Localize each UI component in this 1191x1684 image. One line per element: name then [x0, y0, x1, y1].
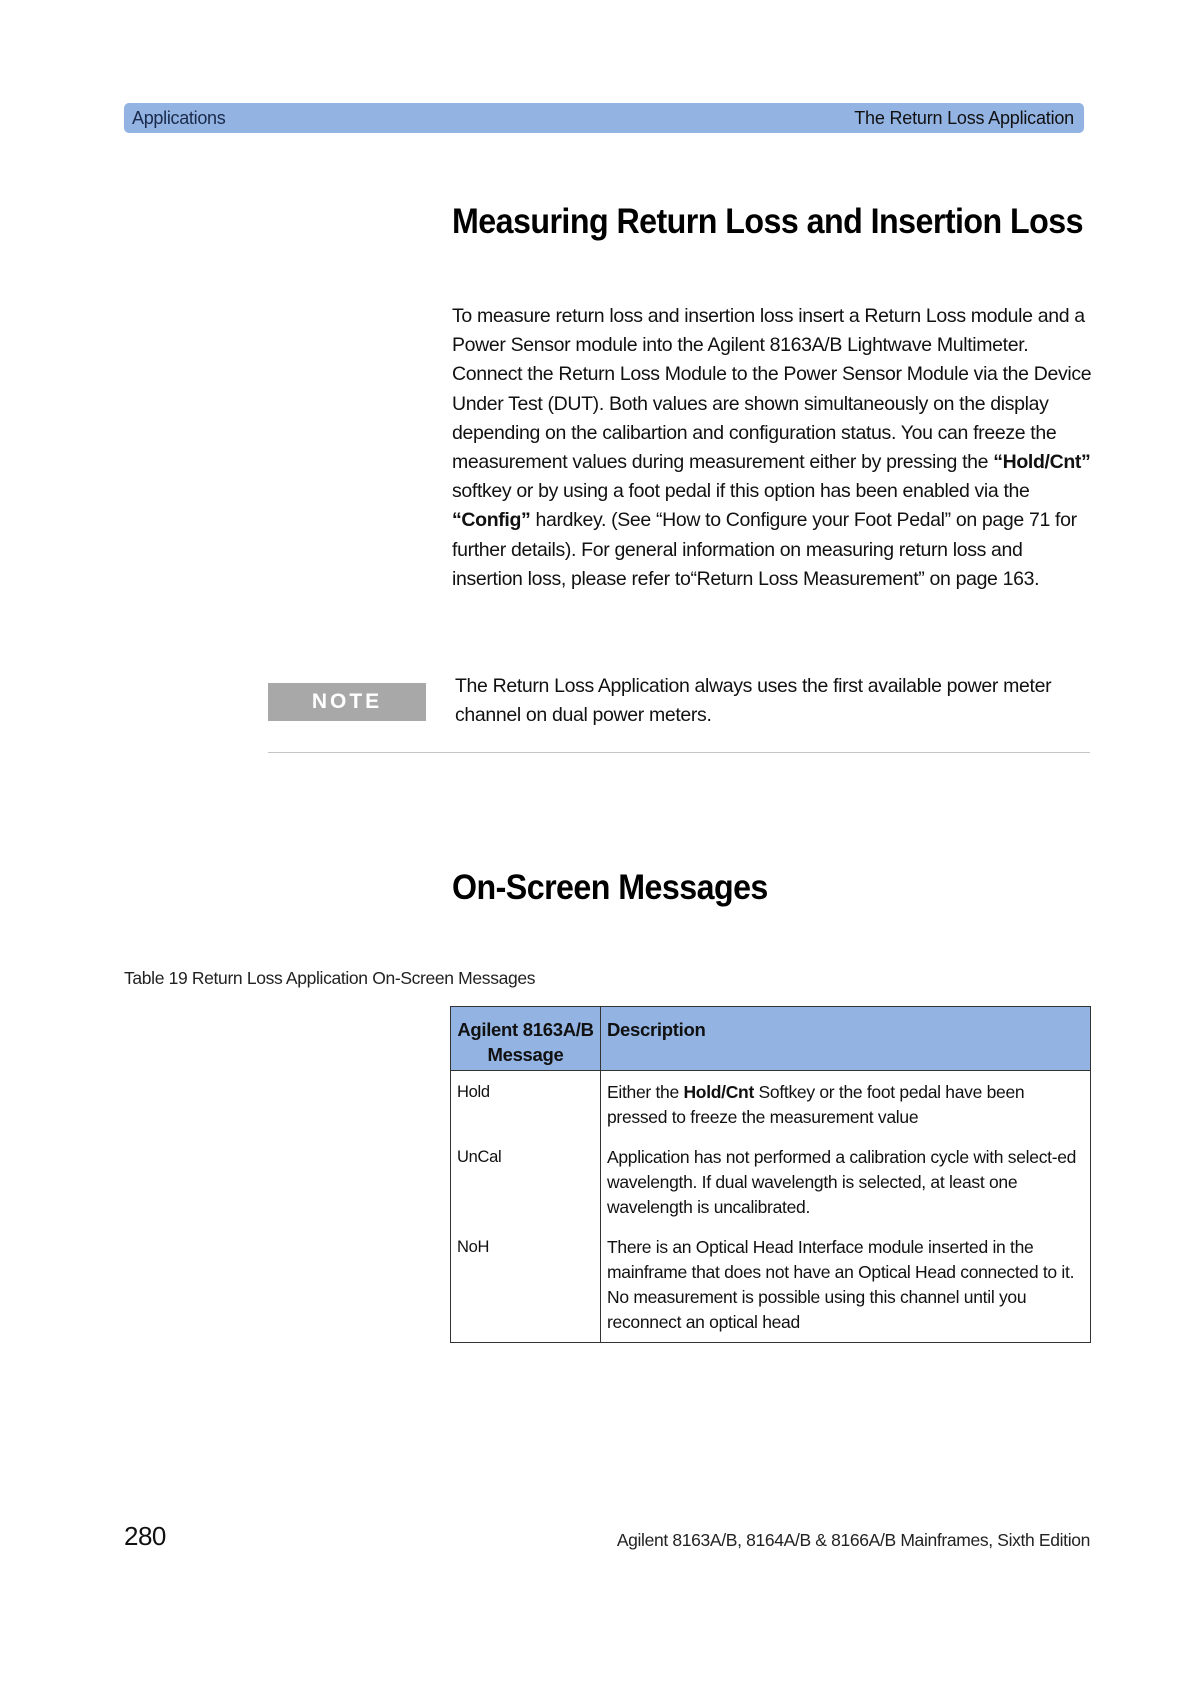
table-caption: Table 19 Return Loss Application On-Screen Messages [124, 968, 536, 988]
description-text: Either the [607, 1082, 684, 1102]
note-text: The Return Loss Application always uses the first available power meter channel on dual power meters. [455, 675, 1052, 727]
table-header-description: Description [601, 1007, 1091, 1071]
section-title-return-loss: Measuring Return Loss and Insertion Loss [452, 202, 1083, 241]
paragraph-text-2: softkey or by using a foot pedal if this option has been enabled via the [452, 480, 1030, 503]
message-description: There is an Optical Head Interface module inserted in the mainframe that does not have an Optical Head connected to it. No measurement is possible using this channel until you reconnect an optical head [601, 1226, 1091, 1343]
hardkey-name: “Config” [452, 509, 531, 532]
header-section-label: The Return Loss Application [854, 108, 1074, 128]
table-header-message: Agilent 8163A/B Message [451, 1007, 601, 1071]
message-description [601, 1071, 1091, 1137]
note-divider [268, 752, 1090, 753]
description-text: Softkey or the foot pedal have been pressed to freeze the measurement value [607, 1082, 1025, 1127]
message-code: NoH [451, 1226, 601, 1343]
page-number: 280 [124, 1521, 166, 1551]
softkey-name: “Hold/Cnt” [993, 451, 1091, 474]
table-row [451, 1136, 1091, 1226]
description-softkey: Hold/Cnt [683, 1082, 754, 1102]
message-description: Application has not performed a calibration cycle with select-ed wavelength. If dual wavelength is selected, at least one wavelength is uncalibrated. [601, 1136, 1091, 1226]
header-chapter-label: Applications [132, 108, 226, 128]
paragraph-text-3: hardkey. (See “How to Configure your Foot Pedal” on page 71 for further details). For general information on measuring return loss and insertion loss, please refer to“Return Loss Measurement” on page 163. [452, 509, 1077, 590]
message-code: Hold [451, 1071, 601, 1137]
footer-document-title: Agilent 8163A/B, 8164A/B & 8166A/B Mainframes, Sixth Edition [616, 1530, 1090, 1550]
message-code: UnCal [451, 1136, 601, 1226]
table-header-row [451, 1007, 1091, 1071]
running-header [124, 103, 1084, 133]
body-paragraph [452, 302, 1092, 594]
section-title-on-screen-messages: On-Screen Messages [452, 868, 768, 907]
table-row [451, 1226, 1091, 1343]
table-row [451, 1071, 1091, 1137]
note-badge: NOTE [268, 683, 426, 721]
paragraph-text-1: To measure return loss and insertion loss insert a Return Loss module and a Power Sensor module into the Agilent 8163A/B Lightwave Multimeter. Connect the Return Loss Module to the Power Sensor Module via the Device Under Test (DUT). Both values are shown simultaneously on the display depending on the calibartion and configuration status. You can freeze the measurement values during measurement either by pressing the [452, 305, 1092, 474]
messages-table [450, 1006, 1091, 1343]
